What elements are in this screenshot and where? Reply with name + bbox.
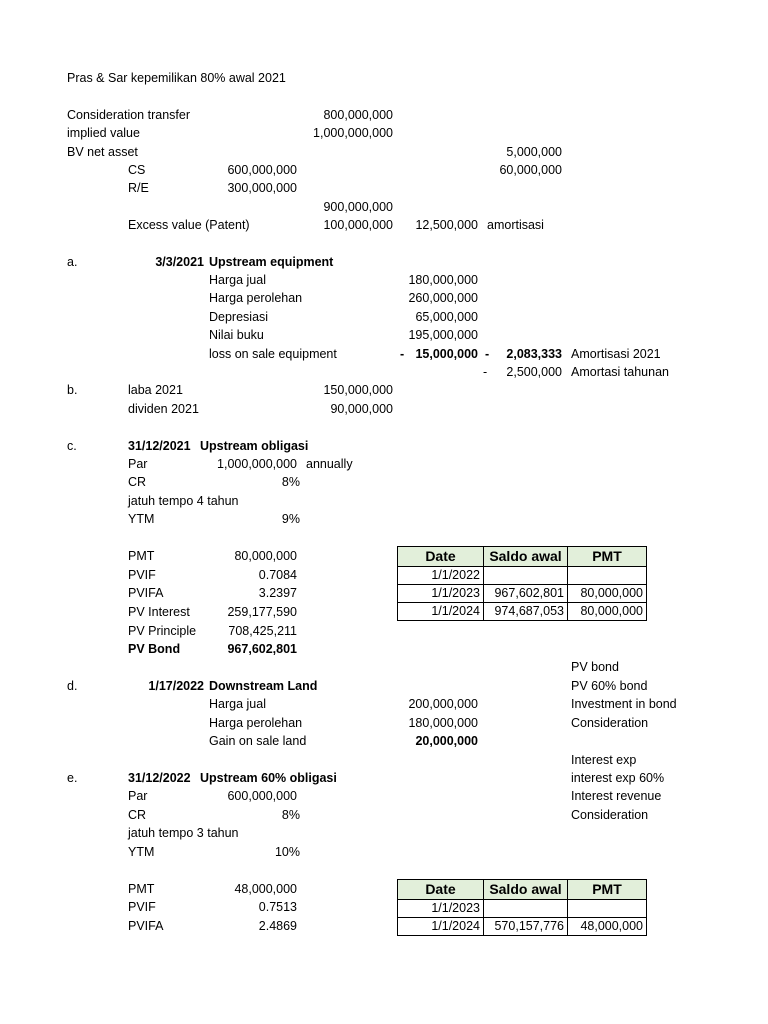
- table-row: [398, 603, 647, 621]
- calc-value: 708,425,211: [228, 624, 297, 638]
- section-a-row-value: 180,000,000: [408, 273, 478, 287]
- calc-label: PV Principle: [128, 624, 197, 638]
- section-e-heading: Upstream 60% obligasi: [200, 771, 337, 785]
- note-interest-exp-60: interest exp 60%: [571, 771, 665, 785]
- side-value-1: 5,000,000: [506, 145, 562, 159]
- section-c-heading: Upstream obligasi: [200, 439, 309, 453]
- laba-label: laba 2021: [128, 383, 183, 397]
- consideration-label: Consideration transfer: [67, 108, 190, 122]
- amortization-table-c: [397, 546, 647, 621]
- consideration-value: 800,000,000: [323, 108, 393, 122]
- section-b-letter: b.: [67, 383, 78, 397]
- note-interest-exp: Interest exp: [571, 753, 637, 767]
- dividen-label: dividen 2021: [128, 402, 199, 416]
- section-d-row-label: Harga jual: [209, 697, 266, 711]
- section-e-letter: e.: [67, 771, 78, 785]
- amort1-dash: -: [485, 347, 490, 361]
- cr-value: 8%: [281, 475, 300, 489]
- section-d-letter: d.: [67, 679, 78, 693]
- loss-dash: -: [400, 347, 405, 361]
- implied-value: 1,000,000,000: [313, 126, 393, 140]
- par-value: 1,000,000,000: [217, 457, 297, 471]
- ytm-label-e: YTM: [128, 845, 155, 859]
- table-row: [398, 567, 647, 585]
- section-d-date: 1/17/2022: [148, 679, 204, 693]
- re-value: 300,000,000: [227, 181, 297, 195]
- table-header: Date: [398, 547, 484, 567]
- calc-label: PMT: [128, 549, 155, 563]
- table-header: PMT: [568, 547, 647, 567]
- ytm-label: YTM: [128, 512, 155, 526]
- section-a-row-label: Nilai buku: [209, 328, 264, 342]
- table-row: [398, 585, 647, 603]
- calc-label-e: PMT: [128, 882, 155, 896]
- cs-value: 600,000,000: [227, 163, 297, 177]
- cr-value-e: 8%: [281, 808, 300, 822]
- cs-label: CS: [128, 163, 146, 177]
- amortization-table-e: [397, 879, 647, 936]
- bv-label: BV net asset: [67, 145, 138, 159]
- table-cell: 1/1/2022: [398, 567, 484, 585]
- table-header: Date: [398, 880, 484, 900]
- cr-label: CR: [128, 475, 147, 489]
- ytm-value: 9%: [281, 512, 300, 526]
- section-d-row-value: 180,000,000: [408, 716, 478, 730]
- excess-label: Excess value (Patent): [128, 218, 250, 232]
- re-label: R/E: [128, 181, 149, 195]
- calc-value-e: 2.4869: [258, 919, 297, 933]
- amort-word: amortisasi: [487, 218, 544, 232]
- section-d-row-label: Harga perolehan: [209, 716, 303, 730]
- table-cell: 1/1/2023: [398, 900, 484, 918]
- bv-total: 900,000,000: [323, 200, 393, 214]
- dividen-value: 90,000,000: [330, 402, 393, 416]
- jatuh-tempo: jatuh tempo 4 tahun: [128, 494, 239, 508]
- loss-value: 15,000,000: [415, 347, 478, 361]
- table-cell: 1/1/2023: [398, 585, 484, 603]
- table-cell: 974,687,053: [484, 603, 568, 621]
- table-cell: [484, 900, 568, 918]
- table-cell: [484, 567, 568, 585]
- ytm-value-e: 10%: [274, 845, 300, 859]
- excess-value: 100,000,000: [323, 218, 393, 232]
- side-value-2: 60,000,000: [499, 163, 562, 177]
- calc-value-e: 48,000,000: [234, 882, 297, 896]
- calc-label: PV Interest: [128, 605, 190, 619]
- table-cell: [568, 567, 647, 585]
- note-consideration: Consideration: [571, 716, 649, 730]
- par-note: annually: [306, 457, 353, 471]
- table-cell: 1/1/2024: [398, 918, 484, 936]
- section-a-row-value: 195,000,000: [408, 328, 478, 342]
- note-consideration-2: Consideration: [571, 808, 649, 822]
- calc-value-e: 0.7513: [258, 900, 297, 914]
- calc-label: PVIFA: [128, 586, 164, 600]
- table-cell: 80,000,000: [568, 603, 647, 621]
- note-pv-60-bond: PV 60% bond: [571, 679, 648, 693]
- cr-label-e: CR: [128, 808, 147, 822]
- jatuh-tempo-e: jatuh tempo 3 tahun: [128, 826, 239, 840]
- implied-label: implied value: [67, 126, 140, 140]
- amort2-dash: -: [483, 365, 488, 379]
- table-header-row: [398, 880, 647, 900]
- section-c-date: 31/12/2021: [128, 439, 191, 453]
- section-a-row-label: Depresiasi: [209, 310, 269, 324]
- amort2-value: 2,500,000: [506, 365, 562, 379]
- section-a-row-value: 65,000,000: [415, 310, 478, 324]
- table-header: PMT: [568, 880, 647, 900]
- table-cell: 967,602,801: [484, 585, 568, 603]
- section-a-row-label: Harga perolehan: [209, 291, 303, 305]
- note-interest-revenue: Interest revenue: [571, 789, 662, 803]
- section-a-letter: a.: [67, 255, 78, 269]
- table-cell: 80,000,000: [568, 585, 647, 603]
- section-c-letter: c.: [67, 439, 77, 453]
- calc-value: 259,177,590: [227, 605, 297, 619]
- gain-value: 20,000,000: [415, 734, 478, 748]
- amort1-value: 2,083,333: [506, 347, 562, 361]
- table-header: Saldo awal: [484, 880, 568, 900]
- section-d-row-value: 200,000,000: [408, 697, 478, 711]
- table-cell: 48,000,000: [568, 918, 647, 936]
- calc-label-e: PVIF: [128, 900, 156, 914]
- pvbond-value: 967,602,801: [227, 642, 297, 656]
- page-title: Pras & Sar kepemilikan 80% awal 2021: [67, 71, 286, 85]
- gain-label: Gain on sale land: [209, 734, 307, 748]
- section-a-heading: Upstream equipment: [209, 255, 334, 269]
- table-header: Saldo awal: [484, 547, 568, 567]
- calc-label-e: PVIFA: [128, 919, 164, 933]
- amort1-label: Amortisasi 2021: [571, 347, 661, 361]
- section-e-date: 31/12/2022: [128, 771, 191, 785]
- note-pv-bond: PV bond: [571, 660, 619, 674]
- table-row: [398, 918, 647, 936]
- table-cell: [568, 900, 647, 918]
- table-cell: 1/1/2024: [398, 603, 484, 621]
- table-cell: 570,157,776: [484, 918, 568, 936]
- table-row: [398, 900, 647, 918]
- pvbond-label: PV Bond: [128, 642, 181, 656]
- note-investment: Investment in bond: [571, 697, 677, 711]
- excess-amort: 12,500,000: [415, 218, 478, 232]
- par-label: Par: [128, 457, 148, 471]
- section-a-date: 3/3/2021: [155, 255, 204, 269]
- calc-value: 0.7084: [258, 568, 297, 582]
- calc-value: 80,000,000: [234, 549, 297, 563]
- par-label-e: Par: [128, 789, 148, 803]
- calc-value: 3.2397: [258, 586, 297, 600]
- calc-label: PVIF: [128, 568, 156, 582]
- section-a-row-label: Harga jual: [209, 273, 266, 287]
- laba-value: 150,000,000: [323, 383, 393, 397]
- par-value-e: 600,000,000: [227, 789, 297, 803]
- amort2-label: Amortasi tahunan: [571, 365, 669, 379]
- section-d-heading: Downstream Land: [209, 679, 318, 693]
- loss-label: loss on sale equipment: [209, 347, 337, 361]
- table-header-row: [398, 547, 647, 567]
- section-a-row-value: 260,000,000: [408, 291, 478, 305]
